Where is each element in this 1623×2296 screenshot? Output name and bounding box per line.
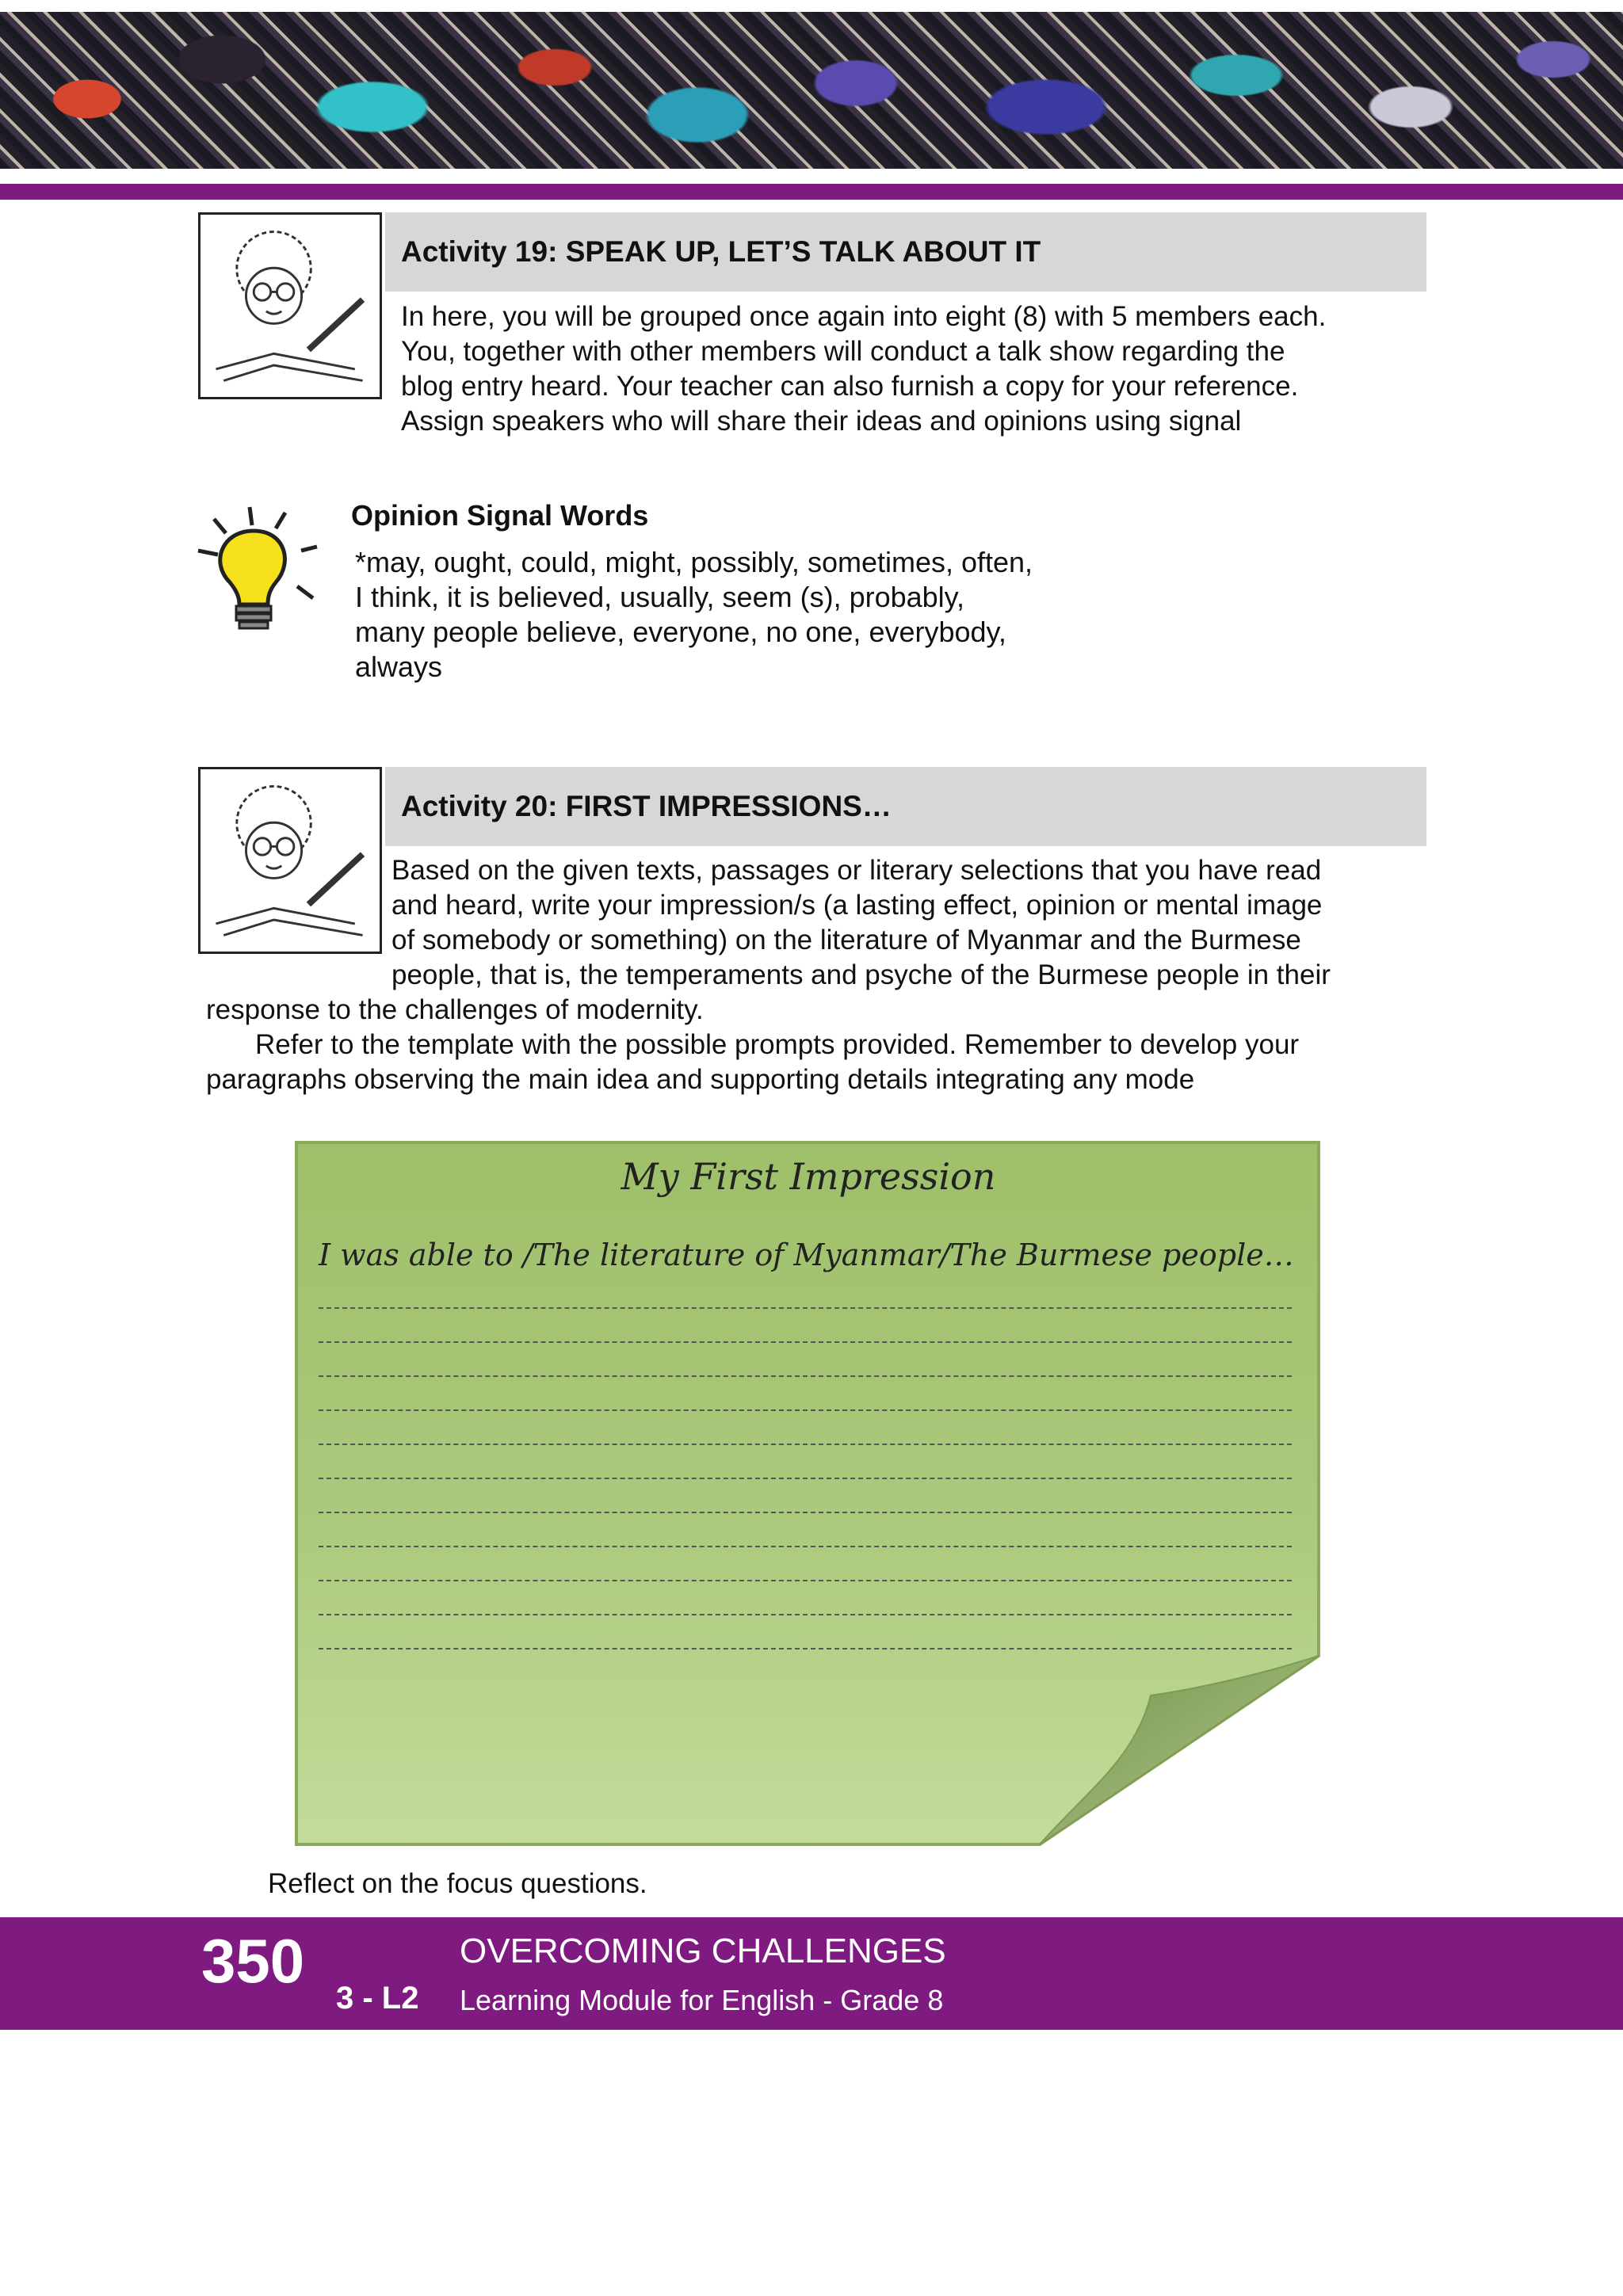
writing-line[interactable] (319, 1375, 1292, 1377)
text-line: of somebody or something) on the literature of Myanmar and the Burmese (391, 925, 1301, 955)
student-writing-icon (198, 767, 382, 954)
text-line: always (355, 650, 443, 683)
opinion-signal-words (355, 545, 1033, 685)
writing-line[interactable] (319, 1307, 1292, 1309)
writing-line[interactable] (319, 1341, 1292, 1343)
note-prompt: I was able to /The literature of Myanmar/The Burmese people… (319, 1238, 1294, 1272)
writing-line[interactable] (319, 1580, 1292, 1581)
text-line: many people believe, everyone, no one, everybody, (355, 616, 1006, 648)
text-line: response to the challenges of modernity. (206, 994, 704, 1025)
activity-20-title: Activity 20: FIRST IMPRESSIONS… (385, 767, 1426, 846)
writing-line[interactable] (319, 1512, 1292, 1513)
text-line: Based on the given texts, passages or literary selections that you have read (391, 855, 1322, 886)
reflect-instruction: Reflect on the focus questions. (268, 1868, 647, 1899)
writing-line[interactable] (319, 1614, 1292, 1615)
page-footer (0, 1917, 1623, 2030)
activity-19-instructions (401, 299, 1406, 439)
writing-line[interactable] (319, 1409, 1292, 1411)
text-line: You, together with other members will conduct a talk show regarding the (401, 336, 1285, 367)
note-title: My First Impression (621, 1155, 996, 1198)
text-line: blog entry heard. Your teacher can also furnish a copy for your reference. (401, 371, 1299, 402)
activity-19-title: Activity 19: SPEAK UP, LET’S TALK ABOUT IT (385, 212, 1426, 292)
text-line: Assign speakers who will share their ideas and opinions using signal (401, 406, 1242, 437)
decorative-banner (0, 12, 1623, 169)
module-title: Learning Module for English - Grade 8 (460, 1984, 944, 2016)
writing-line[interactable] (319, 1546, 1292, 1547)
text-line: and heard, write your impression/s (a lasting effect, opinion or mental image (391, 890, 1323, 921)
activity-20-continued (206, 993, 1419, 1097)
student-writing-icon (198, 212, 382, 399)
text-line: *may, ought, could, might, possibly, sometimes, often, (355, 546, 1033, 578)
text-line: Refer to the template with the possible prompts provided. Remember to develop your (255, 1029, 1300, 1060)
header-rule (0, 184, 1623, 200)
writing-line[interactable] (319, 1478, 1292, 1479)
writing-line[interactable] (319, 1444, 1292, 1445)
opinion-signal-title: Opinion Signal Words (351, 499, 649, 532)
text-line: In here, you will be grouped once again into eight (8) with 5 members each. (401, 301, 1327, 332)
text-line: paragraphs observing the main idea and supporting details integrating any mode (206, 1064, 1195, 1095)
text-line: people, that is, the temperaments and psyche of the Burmese people in their (391, 959, 1331, 990)
unit-title: OVERCOMING CHALLENGES (460, 1932, 946, 1970)
unit-label: 3 - L2 (336, 1981, 419, 2016)
lightbulb-icon (190, 495, 341, 654)
text-line: I think, it is believed, usually, seem (s), probably, (355, 581, 964, 613)
writing-line[interactable] (319, 1648, 1292, 1650)
page-number: 350 (201, 1926, 305, 1996)
activity-20-instructions (391, 853, 1417, 993)
